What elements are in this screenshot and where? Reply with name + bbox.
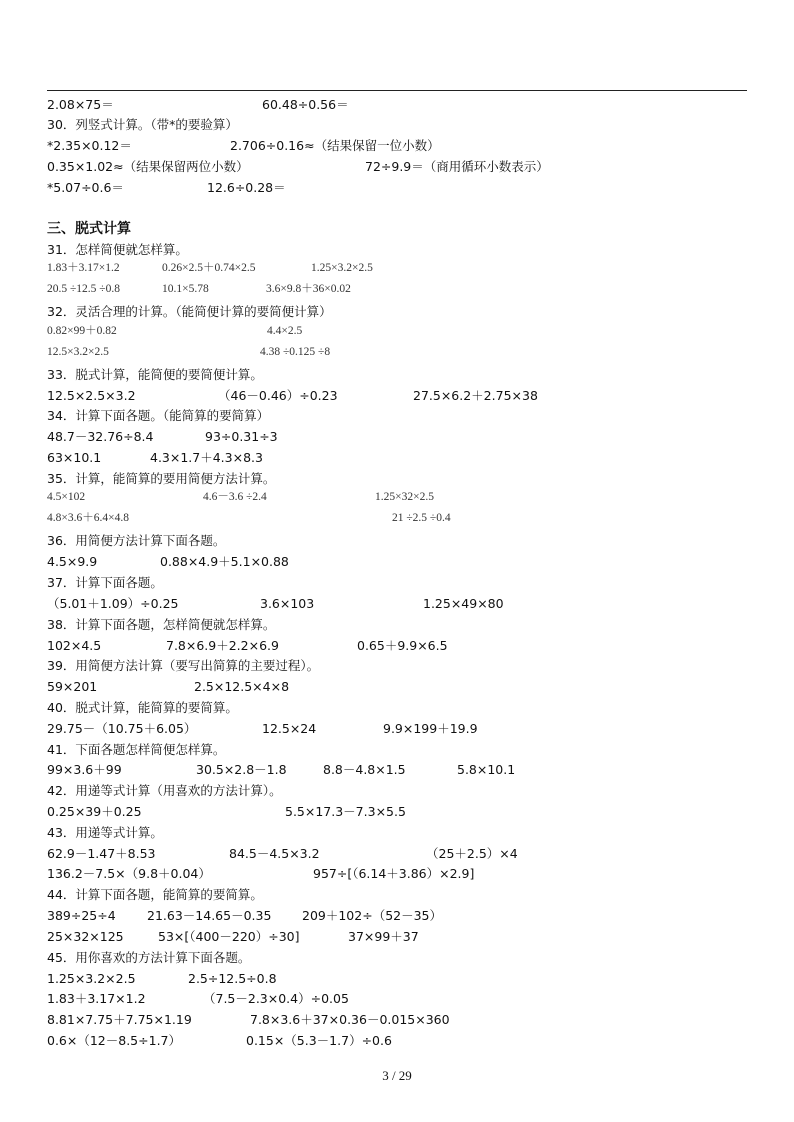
text-line xyxy=(0,508,794,528)
text-line xyxy=(0,258,794,278)
text-cell: 27.5×6.2＋2.75×38 xyxy=(413,388,538,403)
text-cell: 9.9×199＋19.9 xyxy=(383,721,478,736)
text-cell: 34．计算下面各题。（能简算的要简算） xyxy=(47,408,270,423)
text-line xyxy=(0,615,794,635)
text-cell: 4.3×1.7＋4.3×8.3 xyxy=(150,450,263,465)
text-cell: 2.08×75＝ xyxy=(47,97,114,112)
text-line xyxy=(0,740,794,760)
text-cell: 0.25×39＋0.25 xyxy=(47,804,142,819)
text-cell: 0.88×4.9＋5.1×0.88 xyxy=(160,554,289,569)
text-line xyxy=(0,802,794,822)
text-line xyxy=(0,448,794,468)
text-line xyxy=(0,342,794,362)
text-cell: 4.5×9.9 xyxy=(47,554,98,569)
text-cell: 7.8×6.9＋2.2×6.9 xyxy=(166,638,279,653)
text-cell: 4.4×2.5 xyxy=(267,325,303,337)
text-cell: 25×32×125 xyxy=(47,929,124,944)
text-cell: 12.5×3.2×2.5 xyxy=(47,346,109,358)
text-cell: 2.5÷12.5÷0.8 xyxy=(188,971,277,986)
section-heading: 三、脱式计算 xyxy=(47,221,131,237)
text-line xyxy=(0,760,794,780)
text-cell: 4.38 ÷0.125 ÷8 xyxy=(260,346,331,358)
text-line xyxy=(0,427,794,447)
text-cell: 62.9－1.47＋8.53 xyxy=(47,846,156,861)
text-cell: 30．列竖式计算。（带*的要验算） xyxy=(47,117,238,132)
text-line xyxy=(0,719,794,739)
text-cell: 30.5×2.8－1.8 xyxy=(196,762,287,777)
header-rule xyxy=(47,90,747,91)
text-line xyxy=(0,279,794,299)
text-line xyxy=(0,1031,794,1051)
text-cell: 0.65＋9.9×6.5 xyxy=(357,638,448,653)
text-cell: 40．脱式计算，能简算的要简算。 xyxy=(47,700,238,715)
text-cell: 0.15×（5.3－1.7）÷0.6 xyxy=(246,1033,392,1048)
text-cell: 36．用简便方法计算下面各题。 xyxy=(47,533,226,548)
text-line xyxy=(0,219,794,239)
text-line xyxy=(0,823,794,843)
text-line xyxy=(0,302,794,322)
text-cell: 8.81×7.75＋7.75×1.19 xyxy=(47,1012,192,1027)
text-cell: 12.6÷0.28＝ xyxy=(207,180,286,195)
text-line xyxy=(0,927,794,947)
text-cell: 2.706÷0.16≈（结果保留一位小数） xyxy=(230,138,440,153)
text-cell: 35．计算，能简算的要用简便方法计算。 xyxy=(47,471,276,486)
text-cell: 12.5×24 xyxy=(262,721,317,736)
text-cell: 38．计算下面各题，怎样简便就怎样算。 xyxy=(47,617,276,632)
text-cell: 33．脱式计算，能简便的要简便计算。 xyxy=(47,367,263,382)
text-line xyxy=(0,969,794,989)
text-line xyxy=(0,321,794,341)
text-line xyxy=(0,885,794,905)
text-cell: 93÷0.31÷3 xyxy=(205,429,278,444)
text-cell: 1.25×3.2×2.5 xyxy=(311,262,373,274)
text-cell: 43．用递等式计算。 xyxy=(47,825,163,840)
text-cell: 12.5×2.5×3.2 xyxy=(47,388,136,403)
text-cell: 3.6×103 xyxy=(260,596,315,611)
text-cell: 2.5×12.5×4×8 xyxy=(194,679,290,694)
text-line xyxy=(0,656,794,676)
text-cell: 1.83＋3.17×1.2 xyxy=(47,262,120,274)
text-line xyxy=(0,906,794,926)
text-cell: 1.25×32×2.5 xyxy=(375,491,434,503)
text-line xyxy=(0,698,794,718)
text-line xyxy=(0,240,794,260)
text-cell: 389÷25÷4 xyxy=(47,908,116,923)
text-line xyxy=(0,365,794,385)
text-cell: 29.75－（10.75＋6.05） xyxy=(47,721,197,736)
text-cell: 4.5×102 xyxy=(47,491,86,503)
text-cell: 136.2－7.5×（9.8＋0.04） xyxy=(47,866,211,881)
text-line xyxy=(0,594,794,614)
text-cell: 3.6×9.8＋36×0.02 xyxy=(266,283,351,295)
text-cell: 42．用递等式计算（用喜欢的方法计算）。 xyxy=(47,783,282,798)
text-line xyxy=(0,573,794,593)
text-line xyxy=(0,948,794,968)
text-cell: 1.25×49×80 xyxy=(423,596,504,611)
text-cell: 21.63－14.65－0.35 xyxy=(147,908,272,923)
text-line xyxy=(0,95,794,115)
text-cell: 1.25×3.2×2.5 xyxy=(47,971,136,986)
text-cell: 84.5－4.5×3.2 xyxy=(229,846,320,861)
text-cell: （5.01＋1.09）÷0.25 xyxy=(47,596,179,611)
text-cell: *5.07÷0.6＝ xyxy=(47,180,124,195)
text-cell: 1.83＋3.17×1.2 xyxy=(47,991,146,1006)
text-cell: 957÷[（6.14＋3.86）×2.9] xyxy=(313,866,475,881)
text-line xyxy=(0,531,794,551)
text-cell: 5.5×17.3－7.3×5.5 xyxy=(285,804,406,819)
text-line xyxy=(0,677,794,697)
text-line xyxy=(0,636,794,656)
text-cell: （7.5－2.3×0.4）÷0.05 xyxy=(203,991,349,1006)
text-cell: 53×[（400－220）÷30] xyxy=(158,929,300,944)
text-cell: 99×3.6＋99 xyxy=(47,762,122,777)
text-cell: 48.7－32.76÷8.4 xyxy=(47,429,154,444)
text-cell: 7.8×3.6＋37×0.36－0.015×360 xyxy=(250,1012,450,1027)
text-cell: 102×4.5 xyxy=(47,638,102,653)
text-line xyxy=(0,487,794,507)
text-cell: 60.48÷0.56＝ xyxy=(262,97,349,112)
text-line xyxy=(0,844,794,864)
text-cell: 63×10.1 xyxy=(47,450,102,465)
page-number: 3 / 29 xyxy=(382,1068,412,1083)
text-cell: 59×201 xyxy=(47,679,98,694)
text-cell: （25＋2.5）×4 xyxy=(426,846,518,861)
text-cell: 72÷9.9＝（商用循环小数表示） xyxy=(365,159,549,174)
text-line xyxy=(0,406,794,426)
text-line xyxy=(0,552,794,572)
text-line xyxy=(0,115,794,135)
text-cell: 31．怎样简便就怎样算。 xyxy=(47,242,188,257)
text-cell: 8.8－4.8×1.5 xyxy=(323,762,406,777)
text-cell: 20.5 ÷12.5 ÷0.8 xyxy=(47,283,120,295)
text-cell: 0.35×1.02≈（结果保留两位小数） xyxy=(47,159,249,174)
text-cell: 0.82×99＋0.82 xyxy=(47,325,117,337)
text-cell: （46－0.46）÷0.23 xyxy=(218,388,338,403)
text-cell: 39．用简便方法计算（要写出简算的主要过程）。 xyxy=(47,658,320,673)
text-line xyxy=(0,781,794,801)
text-line xyxy=(0,989,794,1009)
text-cell: 0.26×2.5＋0.74×2.5 xyxy=(162,262,256,274)
text-cell: 32．灵活合理的计算。（能简便计算的要简便计算） xyxy=(47,304,332,319)
text-cell: 37．计算下面各题。 xyxy=(47,575,163,590)
text-cell: 5.8×10.1 xyxy=(457,762,516,777)
text-cell: 37×99＋37 xyxy=(348,929,419,944)
text-line xyxy=(0,157,794,177)
text-cell: 4.8×3.6＋6.4×4.8 xyxy=(47,512,129,524)
text-cell: 21 ÷2.5 ÷0.4 xyxy=(392,512,451,524)
text-line xyxy=(0,469,794,489)
text-cell: 41．下面各题怎样简便怎样算。 xyxy=(47,742,226,757)
text-line xyxy=(0,386,794,406)
text-line xyxy=(0,136,794,156)
text-cell: 0.6×（12－8.5÷1.7） xyxy=(47,1033,181,1048)
text-cell: 45．用你喜欢的方法计算下面各题。 xyxy=(47,950,251,965)
text-cell: 10.1×5.78 xyxy=(162,283,209,295)
text-line xyxy=(0,1010,794,1030)
text-line xyxy=(0,178,794,198)
text-line xyxy=(0,864,794,884)
text-cell: 4.6－3.6 ÷2.4 xyxy=(203,491,267,503)
text-cell: 209＋102÷（52－35） xyxy=(302,908,443,923)
text-cell: *2.35×0.12＝ xyxy=(47,138,132,153)
text-cell: 44．计算下面各题，能简算的要简算。 xyxy=(47,887,263,902)
